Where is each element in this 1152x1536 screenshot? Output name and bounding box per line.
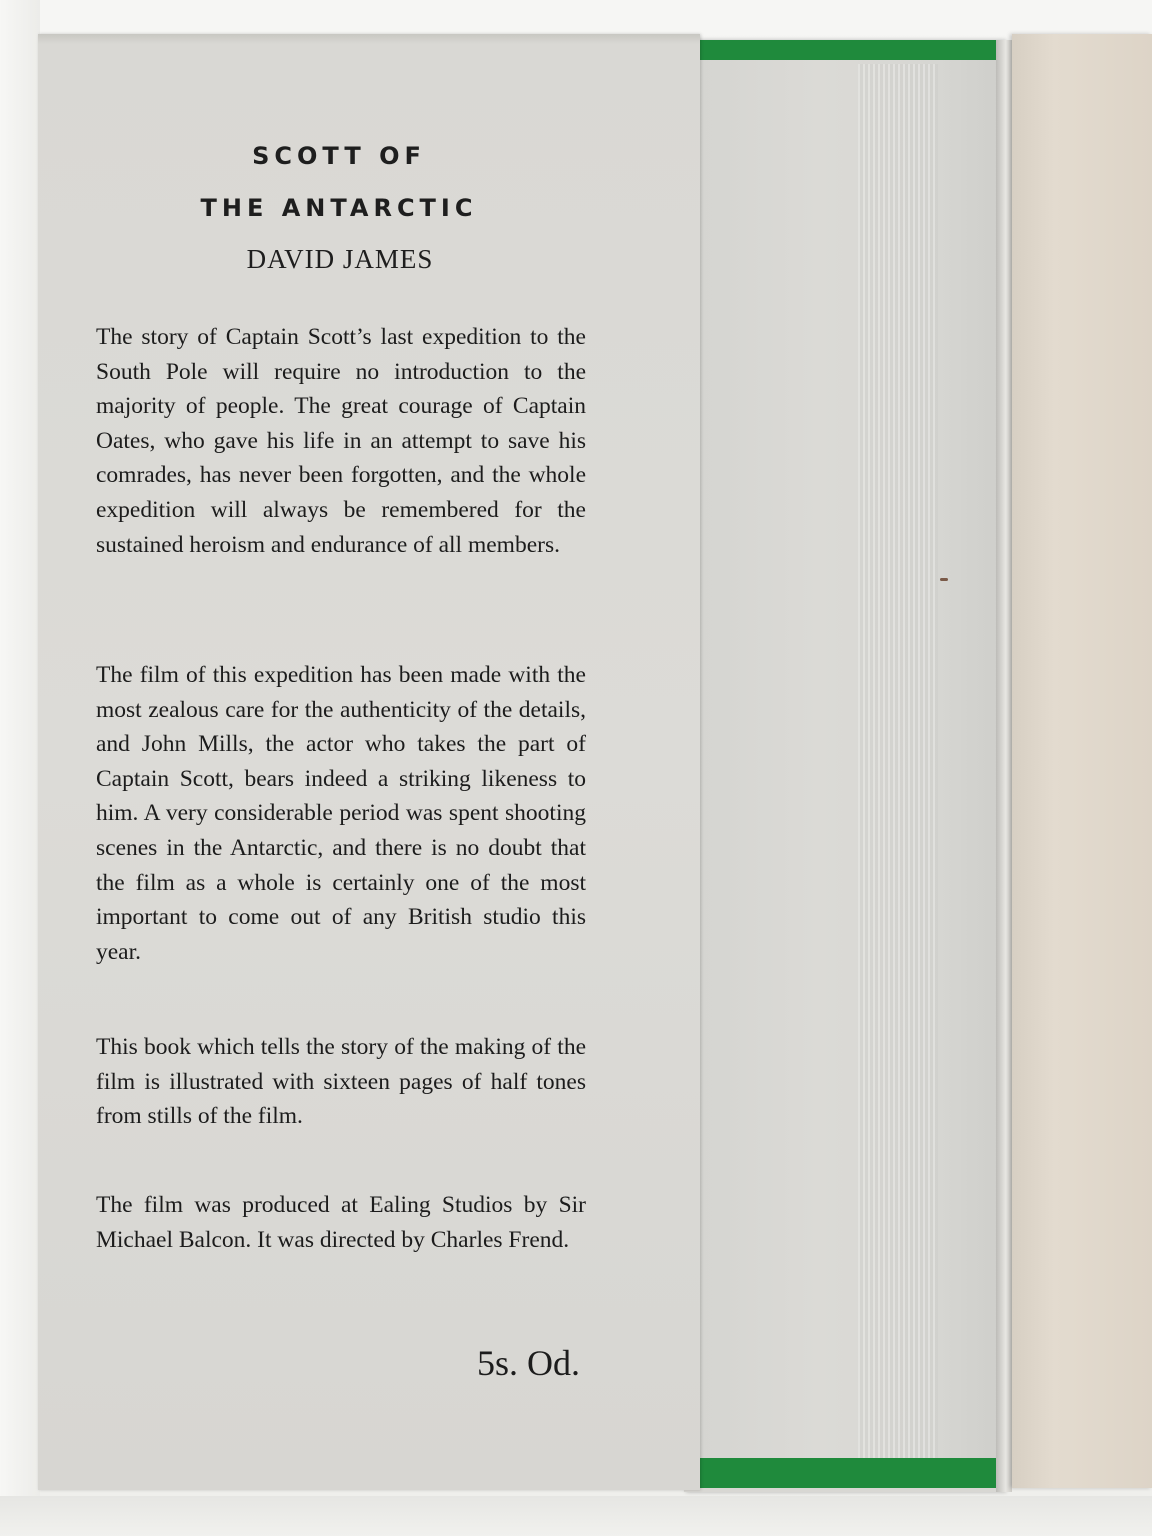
jacket-inner-side — [700, 60, 998, 1460]
blurb-paragraph: This book which tells the story of the making of the film is illustrated with sixteen pages of half tones from stills of the film. — [96, 1034, 586, 1130]
blurb-paragraph: The story of Captain Scott’s last expedition to the South Pole will require no introduction to the majority of people. The great courage of Captain Oates, who gave his life in an attempt to save his comrades, has never been forgotten, and the whole expedition will always be remembered for the sustained heroism and endurance of all members. — [96, 324, 586, 558]
inner-page — [1012, 34, 1152, 1488]
book-spine-edge — [996, 40, 1012, 1492]
book-title-line-1: SCOTT OF — [252, 142, 426, 170]
wall-background — [0, 0, 40, 1536]
book-price: 5s. Od. — [476, 1343, 580, 1383]
green-cloth-bottom — [700, 1458, 1000, 1488]
shelf-surface — [0, 1496, 1152, 1536]
book-title-line-2: THE ANTARCTIC — [200, 194, 478, 222]
green-cloth-top — [690, 40, 1002, 62]
blurb-paragraph: The film of this expedition has been made with the most zealous care for the authenticity of the details, and John Mills, the actor who takes the part of Captain Scott, bears indeed a striking likeness to him. A very considerable period was spent shooting scenes in the Antarctic, and there is no doubt that the film as a whole is certainly one of the most important to come out of any British studio this year. — [96, 662, 586, 965]
flap-worn-edge — [38, 34, 700, 44]
book-author: DAVID JAMES — [246, 244, 434, 274]
jacket-fold-lines — [858, 64, 938, 1458]
blurb-paragraph: The film was produced at Ealing Studios by Sir Michael Balcon. It was directed by Charles Frend. — [96, 1192, 586, 1253]
paper-mark — [940, 578, 948, 581]
